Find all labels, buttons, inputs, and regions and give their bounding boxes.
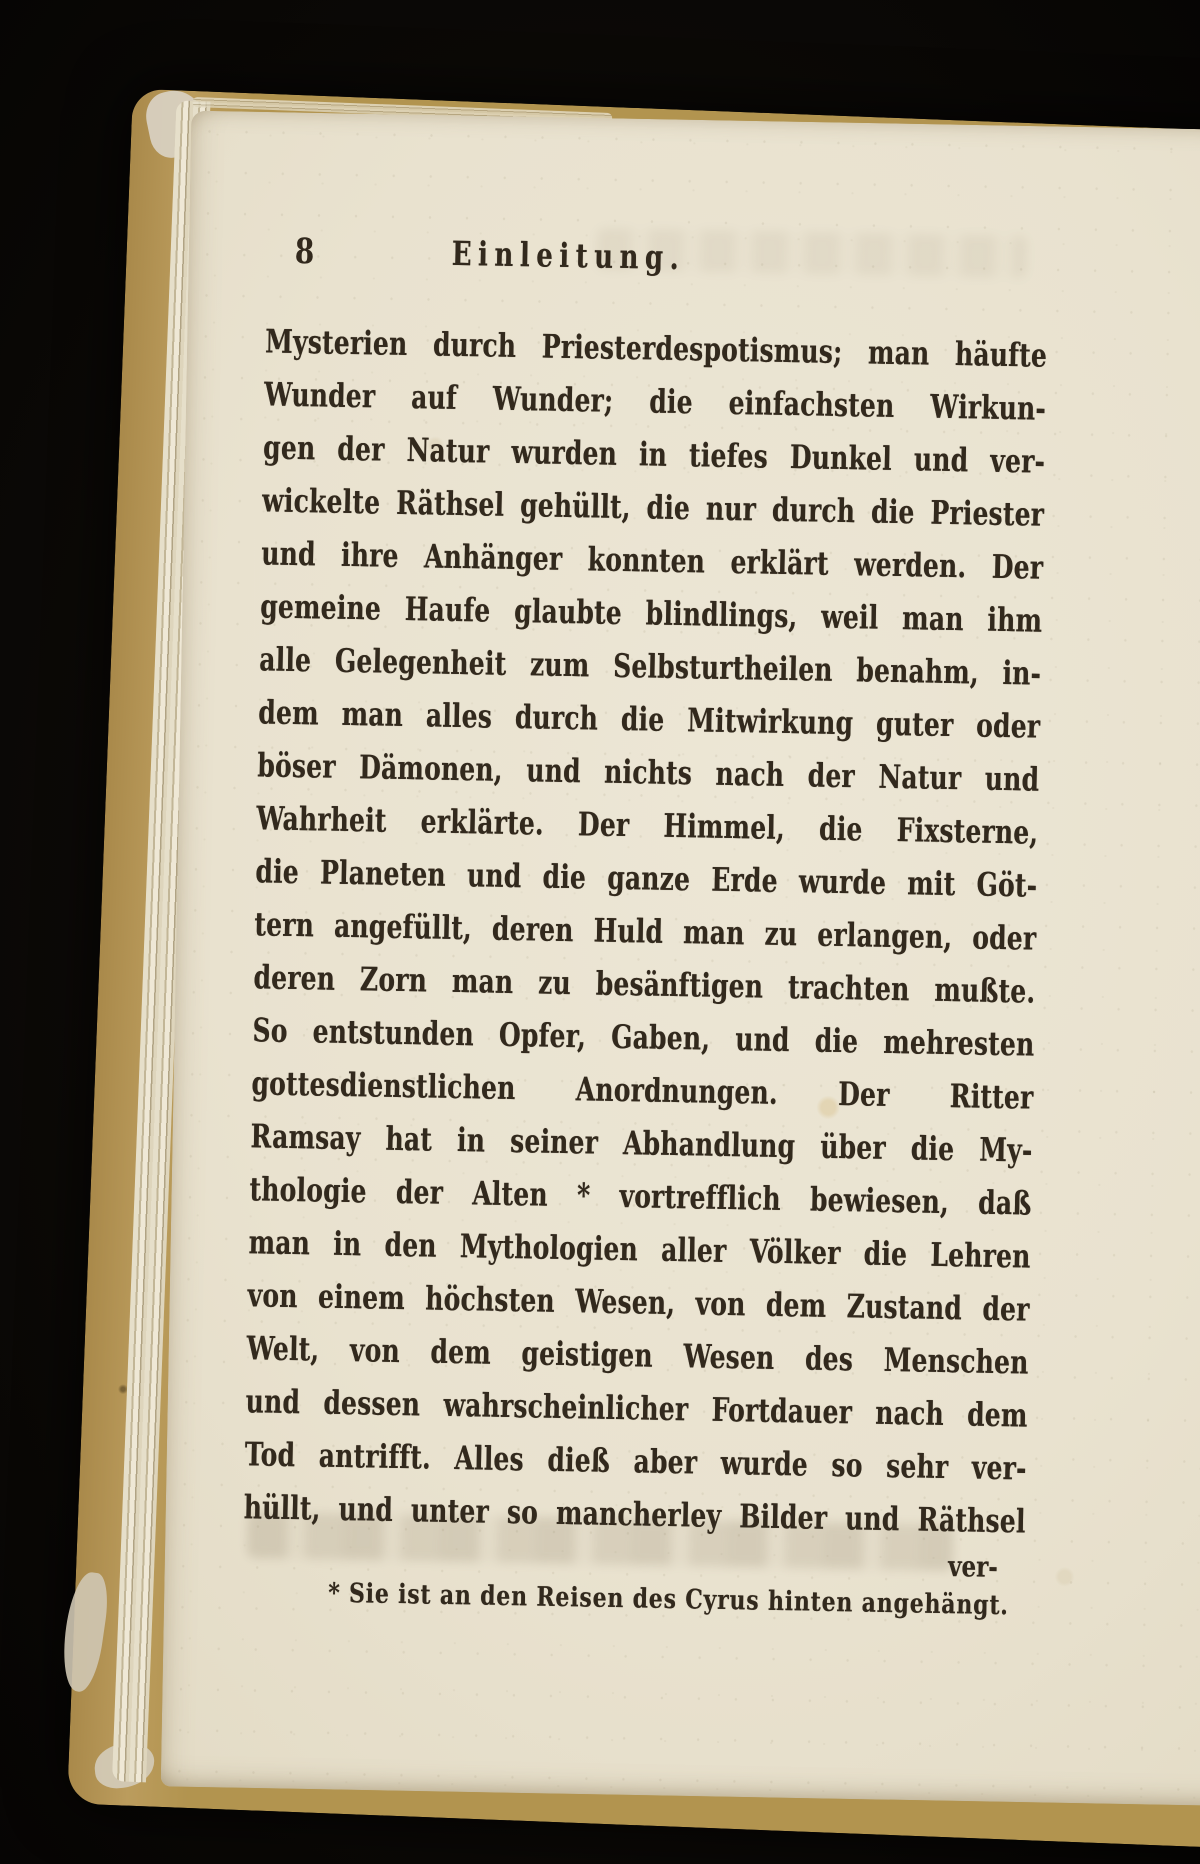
catchword: ver- xyxy=(947,1549,999,1585)
body-line: thologie der Alten * vortrefflich bewiesen, daß xyxy=(249,1170,1032,1223)
body-line: Tod antrifft. Alles dieß aber wurde so sehr ver- xyxy=(244,1435,1027,1488)
body-line: Wunder auf Wunder; die einfachsten Wirkun- xyxy=(263,375,1047,428)
body-line: böser Dämonen, und nichts nach der Natur und xyxy=(257,746,1040,799)
body-line: deren Zorn man zu besänftigen trachten mußte. xyxy=(253,958,1036,1011)
body-line: dem man alles durch die Mitwirkung guter oder xyxy=(258,693,1041,746)
body-line: Welt, von dem geistigen Wesen des Menschen xyxy=(246,1329,1029,1382)
body-text xyxy=(243,316,1047,1549)
body-line: alle Gelegenheit zum Selbsturtheilen benahm, in- xyxy=(259,640,1042,693)
running-head: Einleitung. xyxy=(451,235,686,279)
body-line: von einem höchsten Wesen, von dem Zustand der xyxy=(247,1276,1030,1329)
footnote: * Sie ist an den Reisen des Cyrus hinten angehängt. xyxy=(327,1577,1010,1622)
body-line: Ramsay hat in seiner Abhandlung über die My- xyxy=(250,1117,1033,1170)
book-cover xyxy=(67,89,1200,1852)
page-content xyxy=(242,230,1049,1622)
body-line: und dessen wahrscheinlicher Fortdauer nach dem xyxy=(245,1382,1028,1435)
cover-damage-bottom-left xyxy=(57,1570,112,1694)
book-page xyxy=(161,111,1200,1810)
body-line: wickelte Räthsel gehüllt, die nur durch die Priester xyxy=(261,481,1045,534)
body-line: So entstunden Opfer, Gaben, und die mehresten xyxy=(252,1011,1035,1064)
body-line: und ihre Anhänger konnten erklärt werden. Der xyxy=(260,534,1044,587)
body-line: Wahrheit erklärte. Der Himmel, die Fixsterne, xyxy=(256,799,1039,852)
body-line: die Planeten und die ganze Erde wurde mit Göt- xyxy=(255,852,1038,905)
page-number: 8 xyxy=(294,230,316,273)
body-line: gen der Natur wurden in tiefes Dunkel und ver- xyxy=(262,428,1046,481)
body-line: tern angefüllt, deren Huld man zu erlangen, oder xyxy=(254,905,1037,958)
body-line: gemeine Haufe glaubte blindlings, weil man ihm xyxy=(259,587,1043,640)
body-line: Mysterien durch Priesterdespotismus; man häufte xyxy=(264,322,1048,375)
body-line: man in den Mythologien aller Völker die Lehren xyxy=(248,1223,1031,1276)
body-line: hüllt, und unter so mancherley Bilder und Räthsel xyxy=(243,1488,1027,1541)
body-line: gottesdienstlichen Anordnungen. Der Ritter xyxy=(251,1064,1034,1117)
